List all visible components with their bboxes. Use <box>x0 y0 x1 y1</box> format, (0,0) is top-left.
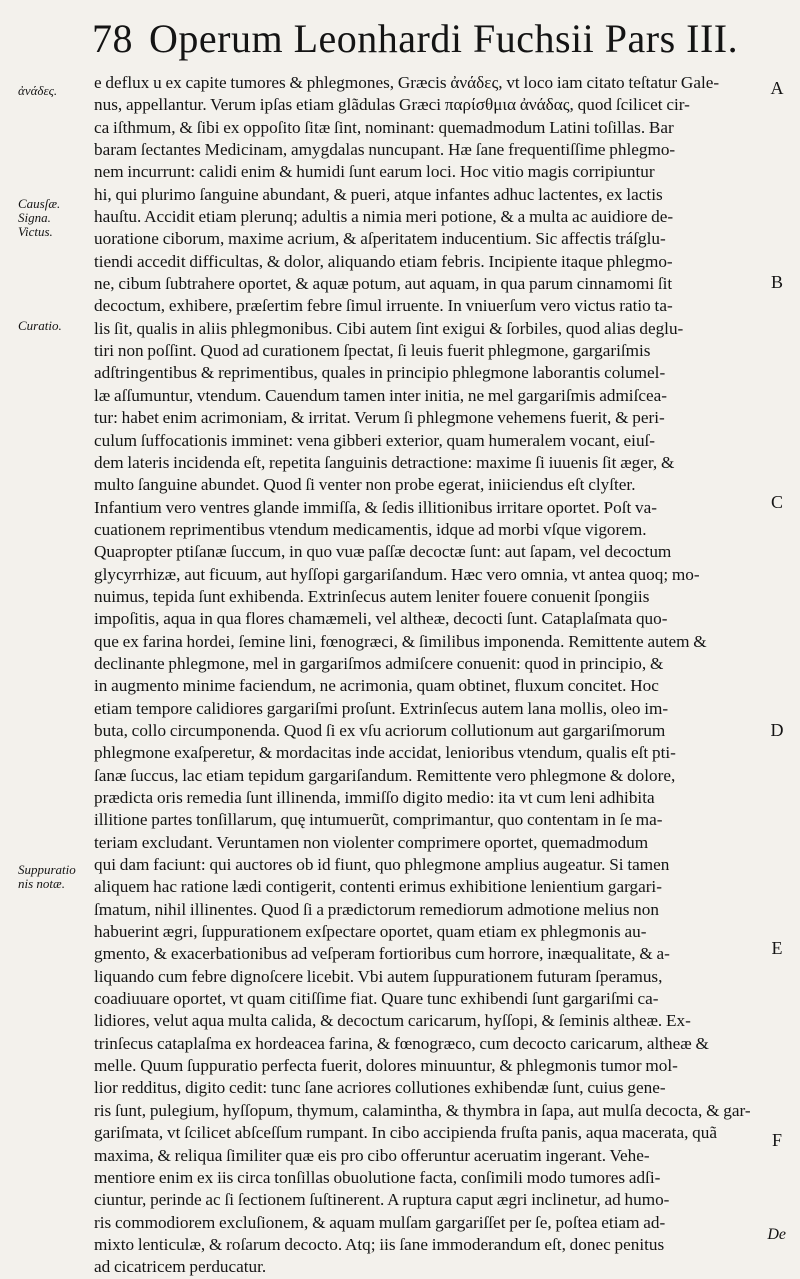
text-line: aliquem hac ratione lædi contigerit, contenti erimus exhibitione lenientium gargari- <box>94 877 662 897</box>
text-line: phlegmone exaſperetur, & mordacitas inde accidat, lenioribus vtendum, qualis eſt pti- <box>94 743 676 763</box>
text-line: Quapropter ptiſanæ ſuccum, in quo vuæ paſſæ decoctæ ſunt: aut ſapam, vel decoctum <box>94 542 672 562</box>
margin-note-victus: Victus. <box>18 224 53 239</box>
text-line: nus, appellantur. Verum ipſas etiam glãdulas Græci παρίσθμια ἀνάδας, quod ſcilicet cir- <box>94 95 690 115</box>
text-line: illitione partes tonſillarum, quę intumuerũt, comprimantur, quo contentam in ſe ma- <box>94 810 663 830</box>
text-line: coadiuuare oportet, vt quam citiſſime fiat. Quare tunc exhibendi ſunt gargariſmi ca- <box>94 989 659 1009</box>
margin-letter-e: E <box>771 938 783 958</box>
text-line: impoſitis, aqua in qua flores chamæmeli, vel altheæ, decocti ſunt. Cataplaſmata quo- <box>94 609 668 629</box>
text-line: ciuntur, perinde ac ſi ſectionem ſuſtinerent. A ruptura caput ægri inclinetur, ad humo- <box>94 1190 670 1210</box>
text-line: ſmatum, nihil illinentes. Quod ſi a prædictorum remediorum admotione melius non <box>94 899 659 919</box>
text-line: baram ſectantes Medicinam, amygdalas nuncupant. Hæ ſane frequentiſſime phlegmo- <box>94 140 676 160</box>
margin-note-curatio: Curatio. <box>18 318 62 333</box>
margin-letter-f: F <box>771 1130 782 1150</box>
text-line: multo ſanguine abundet. Quod ſi venter non probe egerat, iniiciendus eſt clyſter. <box>94 475 636 495</box>
text-line: mixto lenticulæ, & roſarum decocto. Atq; iis ſane immoderandum eſt, donec penitus <box>94 1234 665 1254</box>
text-line: e deflux u ex capite tumores & phlegmones, Græcis ἀνάδες, vt loco iam citato teſtatur Gale- <box>94 73 720 92</box>
margin-note-causae: Causſæ. <box>18 196 61 211</box>
text-line: gmento, & exacerbationibus ad veſperam fortioribus cum horrore, inæqualitate, & a- <box>94 944 670 964</box>
text-line: mentiore enim ex iis circa tonſillas obuolutione facta, conſimili modo tumores adſi- <box>94 1167 661 1187</box>
margin-letter-a: A <box>770 78 784 98</box>
text-line: lior redditus, digito cedit: tunc ſane acriores collutiones exhibendæ ſunt, cuius gene- <box>94 1078 666 1098</box>
text-line: buta, collo circumponenda. Quod ſi ex vſu acriorum collutionum aut gargariſmorum <box>94 720 666 740</box>
text-line: hauſtu. Accidit etiam plerunq; adultis a nimia meri potione, & a multa ac auidiore de- <box>94 207 674 227</box>
text-line: ſanæ ſuccus, lac etiam tepidum gargariſandum. Remittente vero phlegmone & dolore, <box>94 765 676 785</box>
text-line: læ aſſumuntur, vtendum. Cauendum tamen inter initia, ne mel gargariſmis admiſcea- <box>94 385 667 405</box>
margin-letter-b: B <box>770 272 783 292</box>
text-line: dem lateris incidenda eſt, repetita ſanguinis detractione: maxime ſi iuuenis ſit æger, & <box>94 452 675 472</box>
page-number: 78 <box>92 16 133 61</box>
text-line: tiri non poſſint. Quod ad curationem ſpectat, ſi leuis fuerit phlegmone, gargariſmis <box>94 341 651 361</box>
text-line: decoctum, exhibere, præſertim febre ſimul irruente. In vniuerſum vero victus ratio ta- <box>94 296 673 316</box>
text-line: etiam tempore calidiores gargariſmi proſunt. Extrinſecus autem lana mollis, oleo im- <box>94 698 669 718</box>
text-line: liquando cum febre dignoſcere licebit. Vbi autem ſuppurationem futuram ſperamus, <box>94 966 663 986</box>
catchword: De <box>767 1226 786 1243</box>
text-line: melle. Quum ſuppuratio perfecta fuerit, dolores minuuntur, & phlegmonis tumor mol- <box>94 1056 678 1076</box>
text-line: lis ſit, qualis in aliis phlegmonibus. Cibi autem ſint exigui & ſorbiles, quod alias deglu- <box>94 318 684 338</box>
text-line: tiendi accedit difficultas, & dolor, aliquando etiam febris. Incipiente itaque phlegmo- <box>94 251 673 271</box>
text-line: qui dam faciunt: qui auctores ob id fiunt, quo phlegmone amplius augeatur. Si tamen <box>94 855 670 875</box>
text-line: uoratione ciborum, maxime acrium, & aſperitatem inducentium. Sic affectis tráſglu- <box>94 229 666 249</box>
text-line: tur: habet enim acrimoniam, & irritat. Verum ſi phlegmone vehemens fuerit, & peri- <box>94 408 665 428</box>
text-line: nem incurrunt: calidi enim & humidi ſunt earum loci. Hoc vitio magis corripiuntur <box>94 162 655 182</box>
margin-letter-c: C <box>770 492 783 512</box>
text-line: nuimus, tepida ſunt exhibenda. Extrinſecus autem leniter fouere conuenit ſpongiis <box>94 586 650 606</box>
text-line: declinante phlegmone, mel in gargariſmos admiſcere conuenit: quod in principio, & <box>94 653 664 673</box>
text-line: adſtringentibus & reprimentibus, quales in principio phlegmone laborantis columel- <box>94 363 666 383</box>
text-line: ne, cibum ſubtrahere oportet, & aquæ potum, aut aquam, in qua parum cinnamomi ſit <box>94 274 673 294</box>
margin-note-notae: nis notæ. <box>18 876 65 891</box>
text-line: glycyrrhizæ, aut ficuum, aut hyſſopi gargariſandum. Hæc vero omnia, vt antea quoq; mo- <box>94 564 700 584</box>
text-line: habuerint ægri, ſuppurationem exſpectare oportet, quam etiam ex phlegmonis au- <box>94 922 647 942</box>
text-line: que ex farina hordei, ſemine lini, fœnogræci, & ſimilibus imponenda. Remittente autem & <box>94 631 707 651</box>
margin-note-anades: ἀνάδες. <box>18 83 58 98</box>
text-line: hi, qui plurimo ſanguine abundant, & pueri, atque infantes adhuc lactentes, ex lactis <box>94 184 663 204</box>
margin-note-signa: Signa. <box>18 210 51 225</box>
text-line: culum ſuffocationis imminet: vena gibberi exterior, quam humeralem vocant, eiuſ- <box>94 430 656 450</box>
text-line: trinſecus cataplaſma ex hordeacea farina, & fœnogræco, cum decocto caricarum, altheæ & <box>94 1033 709 1053</box>
text-line: gariſmata, vt ſcilicet abſceſſum rumpant. In cibo accipienda fruſta panis, aqua macerata, quã <box>94 1123 717 1143</box>
text-line: lidiores, velut aqua multa calida, & decoctum caricarum, hyſſopi, & ſeminis altheæ. Ex- <box>94 1011 691 1031</box>
margin-letter-d: D <box>770 720 784 740</box>
page-header <box>92 14 739 64</box>
text-line: ris ſunt, pulegium, hyſſopum, thymum, calamintha, & thymbra in ſapa, aut mulſa decocta, & gar- <box>94 1100 751 1120</box>
text-line: cuationem reprimentibus vtendum medicamentis, idque ad morbi vſque vigorem. <box>94 519 647 539</box>
text-line: ris commodiorem excluſionem, & aquam mulſam gargariſſet per ſe, poſtea etiam ad- <box>94 1212 666 1232</box>
text-line: prædicta oris remedia ſunt illinenda, immiſſo digito medio: ita vt cum leni adhibita <box>94 788 655 807</box>
text-line: ad cicatricem perducatur. <box>94 1257 267 1277</box>
text-line: in augmento minime faciendum, ne acrimonia, quam obtinet, fluxum concitet. Hoc <box>94 676 659 696</box>
margin-note-suppuratio: Suppuratio <box>18 862 76 877</box>
body-text <box>94 72 762 1279</box>
text-line: maxima, & reliqua ſimiliter quæ eis pro cibo offeruntur aceruatim ingerant. Vehe- <box>94 1145 650 1165</box>
text-line: teriam excludant. Veruntamen non violenter comprimere oportet, quemadmodum <box>94 832 649 852</box>
text-line: Infantium vero ventres glande immiſſa, & ſedis illitionibus irritare oportet. Poſt va- <box>94 497 657 517</box>
text-line: ca iſthmum, & ſibi ex oppoſito ſitæ ſint, nominant: quemadmodum Latini toſillas. Bar <box>94 117 674 137</box>
running-title: Operum Leonhardi Fuchsii Pars III. <box>149 16 739 61</box>
